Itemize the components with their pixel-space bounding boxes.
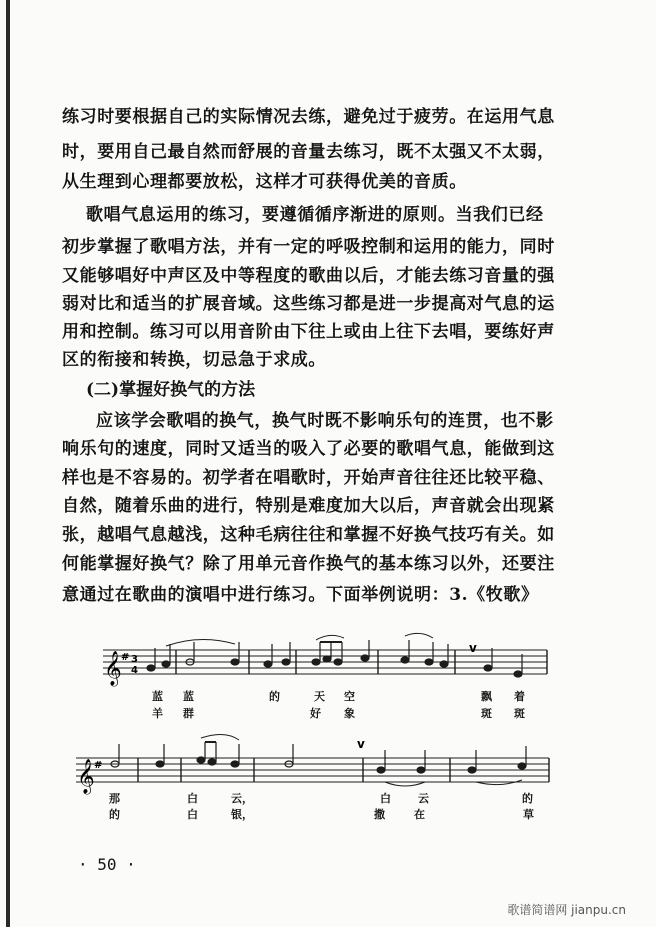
lyric: 白	[187, 808, 198, 821]
text-line: 时，要用自己最自然而舒展的音量去练习，既不太强又不太弱，	[62, 142, 555, 162]
lyric: 白	[380, 792, 391, 805]
text-line: 应该学会歌唱的换气，换气时既不影响乐句的连贯，也不影	[96, 411, 554, 431]
text-line: 意通过在歌曲的演唱中进行练习。下面举例说明：3.《牧歌》	[62, 585, 539, 605]
lyric: 的	[522, 792, 533, 805]
lyric: 那	[109, 792, 120, 805]
staff-2	[76, 758, 549, 782]
lyric: 白	[187, 792, 198, 805]
breath-mark-2: v	[357, 737, 365, 751]
staff-1-notes	[147, 640, 522, 677]
section-heading: (二)掌握好换气的方法	[86, 380, 256, 400]
treble-clef-icon: 𝄞	[77, 759, 95, 794]
treble-clef-icon: 𝄞	[104, 651, 122, 686]
lyric: 撒	[374, 808, 385, 821]
text-line: 初步掌握了歌唱方法，并有一定的呼吸控制和运用的能力，同时	[62, 237, 555, 257]
sharp-icon: #	[94, 760, 103, 771]
text-line: 弱对比和适当的扩展音域。这些练习都是进一步提高对气息的运	[62, 294, 555, 314]
lyric: 云	[418, 792, 429, 805]
text-line: 样也是不容易的。初学者在唱歌时，开始声音往往还比较平稳、	[62, 468, 555, 488]
text-line: 又能够唱好中声区及中等程度的歌曲以后，才能去练习音量的强	[62, 266, 555, 286]
text-line: 区的衔接和转换，切忌急于求成。	[62, 350, 326, 370]
lyric: 群	[183, 707, 194, 720]
lyric: 羊	[152, 707, 163, 720]
text-line: 何能掌握好换气？除了用单元音作换气的基本练习以外，还要注	[62, 554, 555, 574]
lyric: 好	[310, 707, 321, 720]
text-line: 歌唱气息运用的练习，要遵循循序渐进的原则。当我们已经	[86, 205, 544, 225]
lyric: 飘	[481, 690, 492, 703]
lyric: 银，	[231, 808, 253, 821]
text-line: 张，越唱气息越浅，这种毛病往往和掌握不好换气技巧有关。如	[62, 525, 555, 545]
lyric: 着	[514, 690, 525, 703]
lyric: 草	[523, 808, 534, 821]
lyric: 蓝	[183, 690, 194, 703]
text-line: 用和控制。练习可以用音阶由下往上或由上往下去唱，要练好声	[62, 322, 555, 342]
page-number: · 50 ·	[78, 855, 136, 874]
lyric: 在	[414, 808, 425, 821]
lyric: 天	[314, 690, 325, 703]
text-line: 响乐句的速度，同时又适当的吸入了必要的歌唱气息，能做到这	[62, 439, 555, 459]
sharp-icon: #	[121, 652, 130, 663]
lyric: 云，	[231, 792, 253, 805]
text-line: 练习时要根据自己的实际情况去练，避免过于疲劳。在运用气息	[62, 107, 555, 127]
lyric: 蓝	[152, 690, 163, 703]
lyric: 斑	[514, 707, 525, 720]
breath-mark-1: v	[469, 641, 477, 655]
watermark: 歌谱简谱网 jianpu.cn	[507, 903, 626, 917]
text-line: 自然，随着乐曲的进行，特别是难度加大以后，声音就会出现紧	[62, 496, 555, 516]
time-signature-bottom: 4	[131, 665, 138, 676]
lyric: 空	[344, 690, 355, 703]
lyric: 的	[109, 808, 120, 821]
lyric: 象	[344, 707, 355, 720]
time-signature-top: 3	[131, 654, 138, 665]
staff-1-slurs	[166, 633, 433, 646]
text-line: 从生理到心理都要放松，这样才可获得优美的音质。	[62, 172, 467, 192]
lyric: 的	[269, 690, 280, 703]
lyric: 斑	[481, 707, 492, 720]
